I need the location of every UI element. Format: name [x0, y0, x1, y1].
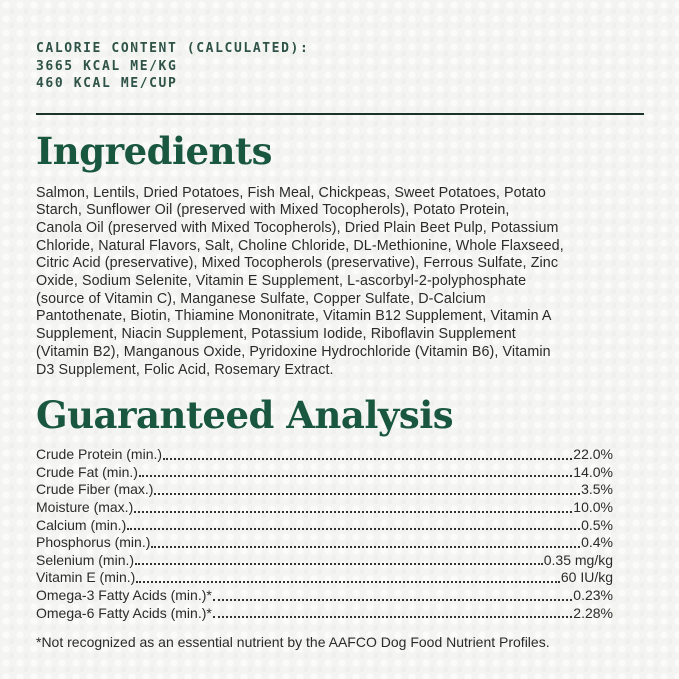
guaranteed-analysis-table — [36, 446, 613, 622]
analysis-value: 0.35 mg/kg — [543, 551, 613, 568]
ingredients-text-line: (source of Vitamin C), Manganese Sulfate, Copper Sulfate, D-Calcium — [36, 290, 486, 307]
calorie-value-line: 3665 KCAL ME/KG — [36, 58, 178, 74]
analysis-value: 2.28% — [573, 604, 613, 621]
ingredients-text-line: Citric Acid (preservative), Mixed Tocopherols (preservative), Ferrous Sulfate, Zinc — [36, 255, 559, 272]
analysis-row — [36, 552, 613, 570]
ingredients-text-line: Pantothenate, Biotin, Thiamine Mononitrate, Vitamin B12 Supplement, Vitamin A — [36, 308, 552, 325]
analysis-row — [36, 517, 613, 535]
calorie-values — [36, 58, 644, 93]
ingredients-text-line: Canola Oil (preserved with Mixed Tocopherols), Dried Plain Beet Pulp, Potassium — [36, 219, 559, 236]
calorie-value-line: 460 KCAL ME/CUP — [36, 76, 178, 91]
analysis-value: 22.0% — [573, 446, 613, 463]
dot-leader — [213, 599, 572, 601]
analysis-row — [36, 464, 613, 482]
analysis-value: 0.5% — [581, 516, 613, 533]
aafco-footnote: *Not recognized as an essential nutrient by the AAFCO Dog Food Nutrient Profiles. — [36, 634, 550, 651]
dot-leader — [127, 528, 580, 530]
ingredients-text-line: Salmon, Lentils, Dried Potatoes, Fish Meal, Chickpeas, Sweet Potatoes, Potato — [36, 184, 546, 201]
dot-leader — [139, 475, 572, 477]
analysis-row — [36, 481, 613, 499]
divider-rule — [36, 113, 644, 115]
analysis-row — [36, 446, 613, 464]
analysis-label: Omega-3 Fatty Acids (min.)* — [36, 586, 212, 603]
guaranteed-analysis-heading: Guaranteed Analysis — [36, 393, 454, 438]
dot-leader — [163, 458, 572, 460]
analysis-value: 3.5% — [581, 481, 613, 498]
dot-leader — [134, 511, 572, 513]
analysis-value: 60 IU/kg — [560, 569, 613, 586]
analysis-label: Selenium (min.) — [36, 551, 135, 568]
dot-leader — [154, 493, 580, 495]
analysis-value: 0.23% — [573, 586, 613, 603]
analysis-label: Crude Fat (min.) — [36, 463, 138, 480]
dot-leader — [213, 616, 572, 618]
analysis-row — [36, 605, 613, 623]
ingredients-text-line: Chloride, Natural Flavors, Salt, Choline Chloride, DL-Methionine, Whole Flaxseed, — [36, 237, 564, 254]
dot-leader — [136, 581, 560, 583]
analysis-row — [36, 534, 613, 552]
ingredients-text-line: Oxide, Sodium Selenite, Vitamin E Supplement, L-ascorbyl-2-polyphosphate — [36, 273, 527, 290]
analysis-label: Crude Protein (min.) — [36, 446, 163, 463]
ingredients-text-line: Supplement, Niacin Supplement, Potassium Iodide, Riboflavin Supplement — [36, 326, 516, 343]
analysis-label: Phosphorus (min.) — [36, 534, 151, 551]
analysis-value: 0.4% — [581, 534, 613, 551]
ingredients-text — [36, 185, 644, 380]
analysis-value: 14.0% — [573, 463, 613, 480]
analysis-label: Calcium (min.) — [36, 516, 127, 533]
calorie-content-title: CALORIE CONTENT (CALCULATED): — [36, 41, 310, 56]
analysis-label: Vitamin E (min.) — [36, 569, 136, 586]
analysis-label: Moisture (max.) — [36, 499, 134, 516]
analysis-label: Crude Fiber (max.) — [36, 481, 154, 498]
analysis-row — [36, 499, 613, 517]
analysis-value: 10.0% — [573, 499, 613, 516]
ingredients-heading: Ingredients — [36, 128, 272, 173]
ingredients-text-line: (Vitamin B2), Manganous Oxide, Pyridoxine Hydrochloride (Vitamin B6), Vitamin — [36, 343, 551, 360]
ingredients-text-line: Starch, Sunflower Oil (preserved with Mixed Tocopherols), Potato Protein, — [36, 202, 510, 219]
analysis-label: Omega-6 Fatty Acids (min.)* — [36, 604, 212, 621]
calorie-content-block — [36, 40, 644, 93]
analysis-row — [36, 587, 613, 605]
dot-leader — [135, 563, 543, 565]
dot-leader — [151, 546, 580, 548]
ingredients-text-line: D3 Supplement, Folic Acid, Rosemary Extract. — [36, 361, 334, 378]
analysis-row — [36, 569, 613, 587]
